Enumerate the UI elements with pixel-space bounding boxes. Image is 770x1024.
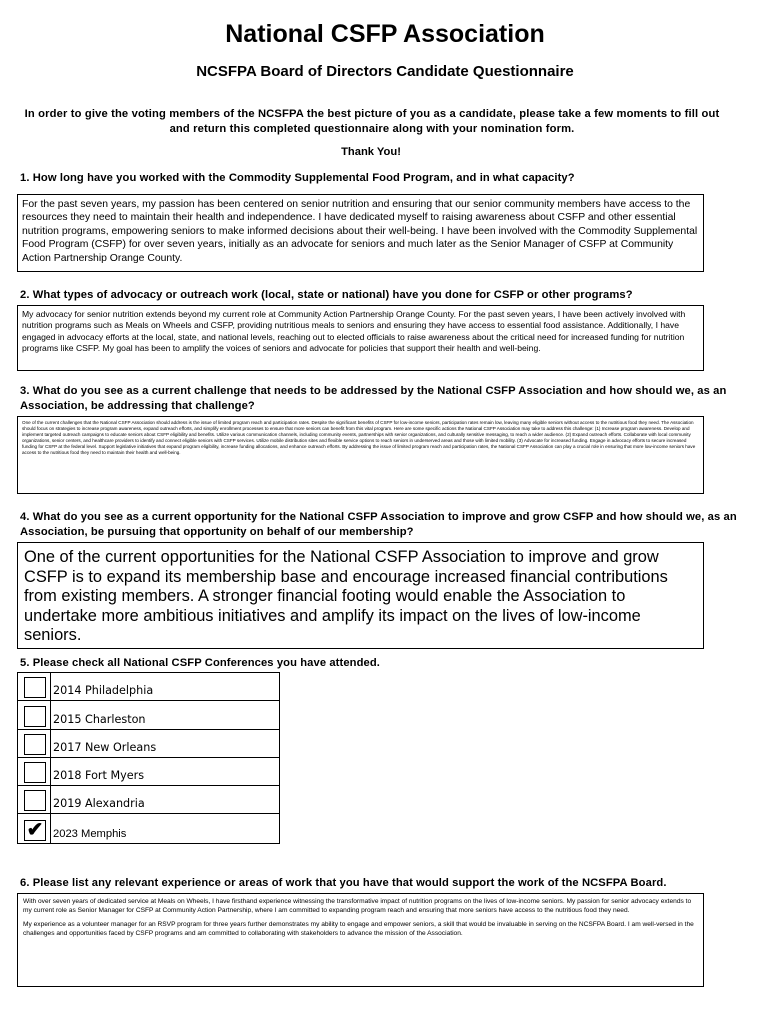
thank-you-text: Thank You! [341, 146, 401, 158]
question-4-answer-field[interactable]: One of the current opportunities for the National CSFP Association to improve and grow CSFP is to expand its membership base and encourage increased financial contributions from existing members. A stronger financial footing would enable the Association to undertake more ambitious initiatives and amplify its impact on the lives of low-income seniors. [17, 542, 704, 649]
conference-checklist [17, 672, 280, 844]
conference-row [18, 730, 279, 758]
question-6-label: 6. Please list any relevant experience or areas of work that you have that would support the work of the NCSFPA Board. [20, 877, 667, 889]
conference-label: 2023 Memphis [53, 827, 127, 840]
page-title: National CSFP Association [225, 20, 545, 48]
page-subtitle: NCSFPA Board of Directors Candidate Questionnaire [196, 63, 574, 80]
conference-row [18, 758, 279, 786]
conference-label: 2019 Alexandria [53, 797, 145, 811]
conference-checkbox[interactable] [24, 706, 46, 727]
conference-label: 2017 New Orleans [53, 740, 157, 754]
intro-text: In order to give the voting members of the NCSFPA the best picture of you as a candidate, please take a few moments to fill out and return this completed questionnaire along with your nomination form. [24, 108, 720, 135]
conference-row [18, 673, 279, 701]
question-2-label: 2. What types of advocacy or outreach work (local, state or national) have you done for CSFP or other programs? [20, 289, 633, 301]
conference-checkbox-checked[interactable]: ✔ [24, 820, 46, 841]
conference-checkbox[interactable] [24, 734, 46, 755]
conference-checkbox[interactable] [24, 790, 46, 811]
answer-paragraph: With over seven years of dedicated service at Meals on Wheels, I have firsthand experience witnessing the transformative impact of nutrition programs on the lives of low-income seniors. My passion for senior advocacy extends to my current role as Senior Manager for CSFP at Community Action Partnership, where I am committed to expanding program reach and ensuring that more seniors have access to the nutritious food they need. [23, 898, 692, 914]
conference-label: 2014 Philadelphia [53, 684, 154, 698]
conference-label: 2018 Fort Myers [53, 769, 145, 783]
conference-row [18, 786, 279, 814]
conference-row [18, 701, 279, 729]
conference-checkbox[interactable] [24, 677, 46, 698]
question-3-answer-field[interactable]: One of the current challenges that the National CSFP Association should address is the issue of limited program reach and participation rates. Despite the significant benefits of CSFP for low-income seniors, participation rates remain low, leaving many eligible seniors without access to the nutritious food they need. The Association should focus on strategies to increase program awareness, expand outreach efforts, and simplify enrollment processes to ensure that more seniors can benefit from this vital program. Here are some specific actions the National CSFP Association may take to address this challenge: (1) Increase program awareness. Develop and implement targeted outreach campaigns to educate seniors about CSFP eligibility and benefits. Utilize various communication channels, including community events, partnerships with senior organizations, and culturally sensitive messaging, to reach a wider audience. (2) Expand outreach efforts. Collaborate with local community organizations, senior centers, and healthcare providers to identify and connect eligible seniors with CSFP services. Utilize mobile distribution sites and flexible service options to reach seniors in underserved areas and those with limited mobility. (3) Advocate for increased funding. Engage in advocacy efforts to secure increased funding for CSFP at the federal level. Support legislative initiatives that expand program eligibility, increase funding allocations, and enhance outreach efforts. By addressing the issue of limited program reach and participation rates, the National CSFP Association can play a crucial role in ensuring that more low-income seniors have access to the nutritious food they need to maintain their health and well-being. [17, 416, 704, 494]
conference-checkbox[interactable] [24, 762, 46, 783]
answer-paragraph: My experience as a volunteer manager for an RSVP program for three years further demonstrates my ability to engage and empower seniors, a skill that would be invaluable in serving on the NCSFPA Board. I am well-versed in the challenges and opportunities faced by CSFP programs and am committed to collaborating with stakeholders to advance the mission of the Association. [23, 921, 694, 937]
question-1-label: 1. How long have you worked with the Commodity Supplemental Food Program, and in what capacity? [20, 172, 575, 184]
question-5-label: 5. Please check all National CSFP Conferences you have attended. [20, 657, 380, 669]
question-3-label: 3. What do you see as a current challenge that needs to be addressed by the National CSFP Association and how should we, as an Association, be addressing that challenge? [20, 385, 727, 412]
question-4-label: 4. What do you see as a current opportunity for the National CSFP Association to improve and grow CSFP and how should we, as an Association, be pursuing that opportunity on behalf of our membership? [20, 511, 737, 538]
conference-label: 2015 Charleston [53, 712, 146, 726]
conference-row [18, 814, 279, 842]
question-6-answer-field[interactable] [17, 893, 704, 987]
question-1-answer-field[interactable]: For the past seven years, my passion has been centered on senior nutrition and ensuring that our senior community members have access to the resources they need to maintain their health and independence. I have dedicated myself to raising awareness about CSFP and other essential nutrition programs, empowering seniors to make informed decisions about their well-being. I have been involved with the Commodity Supplemental Food Program (CSFP) for over seven years, initially as an advocate for seniors and much later as the Senior Manager of CSFP at Community Action Partnership Orange County. [17, 194, 704, 272]
question-2-answer-field[interactable]: My advocacy for senior nutrition extends beyond my current role at Community Action Partnership Orange County. For the past seven years, I have been actively involved with nutrition programs such as Meals on Wheels and CSFP, providing nutritious meals to seniors and ensuring they have access to essential food assistance. Additionally, I have engaged in advocacy efforts at the local, state, and national levels, reaching out to elected officials to raise awareness about the critical need for increased funding for nutrition programs like CSFP. My goal has been to amplify the voices of seniors and advocate for policies that support their health and well-being. [17, 305, 704, 371]
